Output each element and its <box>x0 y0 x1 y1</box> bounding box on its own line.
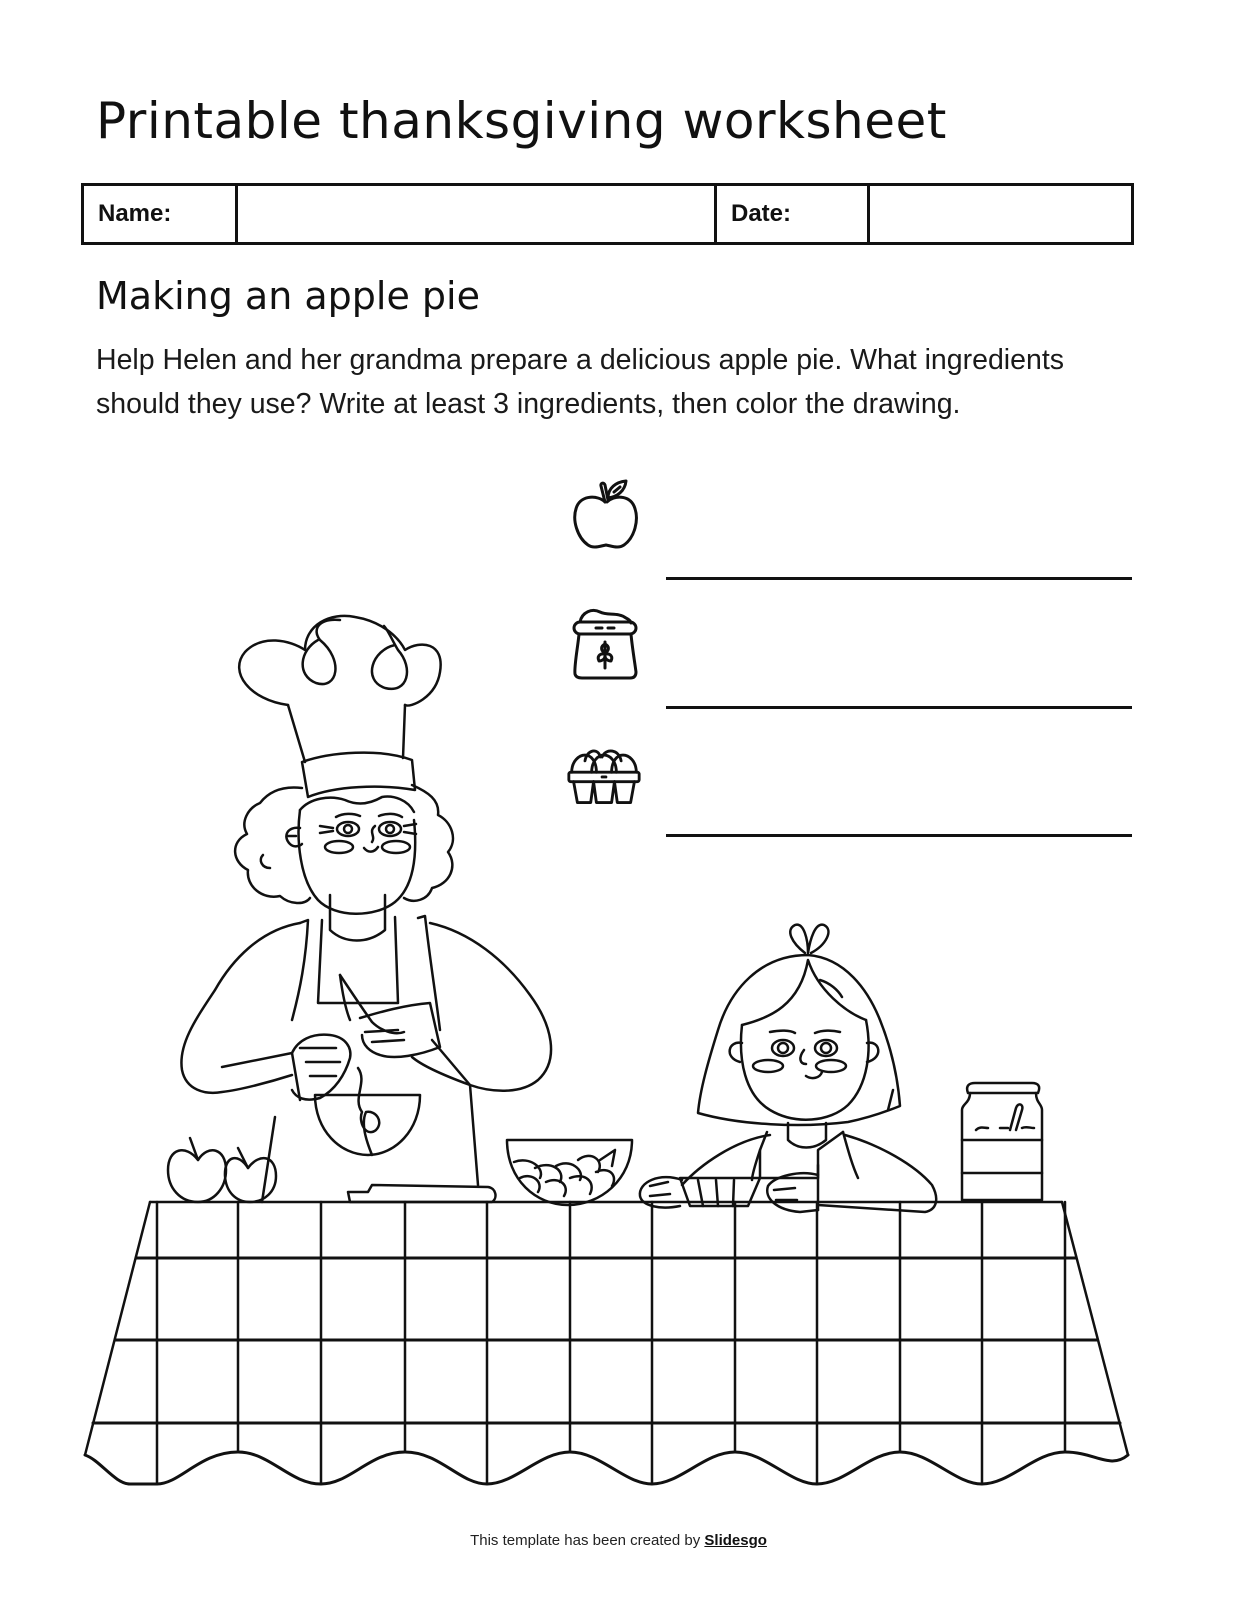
footer-credit <box>0 1532 1237 1549</box>
slidesgo-link[interactable]: Slidesgo <box>704 1532 767 1549</box>
name-label: Name: <box>83 185 237 244</box>
jar <box>962 1083 1042 1200</box>
apples-on-table <box>168 1138 276 1202</box>
bowl-of-apple-slices <box>507 1140 632 1205</box>
activity-heading: Making an apple pie <box>96 274 480 318</box>
checkered-tablecloth <box>85 1202 1128 1484</box>
worksheet-title: Printable thanksgiving worksheet <box>96 92 947 150</box>
date-label: Date: <box>716 185 869 244</box>
cutting-board <box>348 1185 495 1202</box>
footer-credit-text: This template has been created by <box>470 1532 701 1549</box>
activity-instructions: Help Helen and her grandma prepare a delicious apple pie. What ingredients should they use? Write at least 3 ingredients, then color the drawing. <box>96 344 1065 420</box>
helen-figure <box>640 925 936 1212</box>
grandma-figure <box>181 616 551 1202</box>
